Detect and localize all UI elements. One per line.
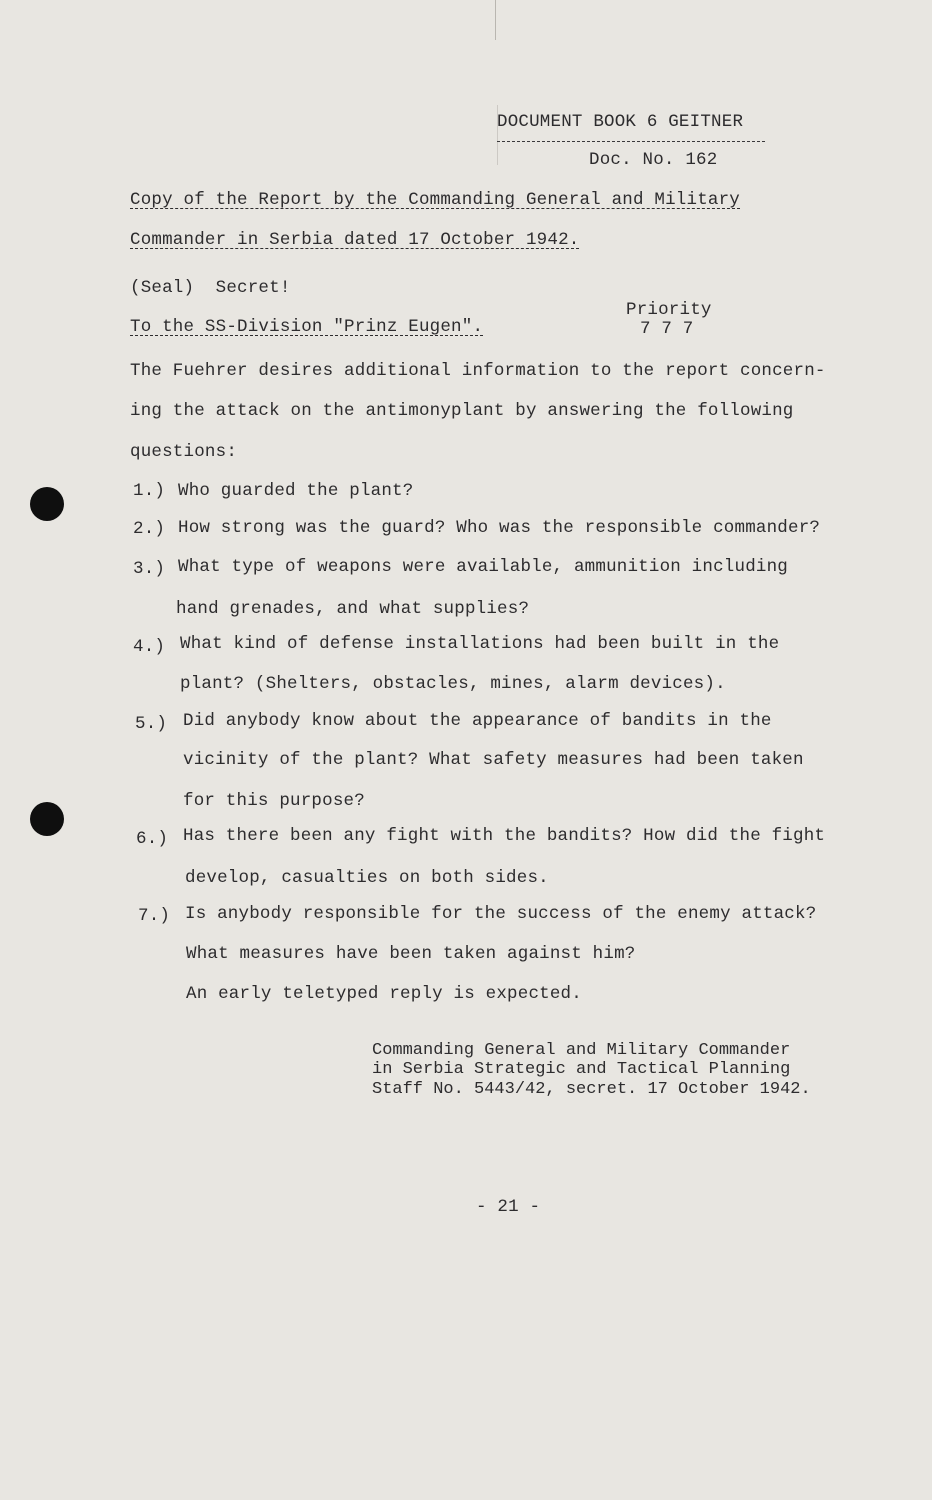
signature-line-1: Commanding General and Military Commander xyxy=(372,1041,791,1060)
page-number: - 21 - xyxy=(476,1197,541,1217)
priority-value: 7 7 7 xyxy=(640,319,694,339)
question-number: 5.) xyxy=(135,714,168,734)
question-text: vicinity of the plant? What safety measures had been taken xyxy=(183,750,804,770)
question-number: 2.) xyxy=(133,519,166,539)
seal-secret-line: (Seal) Secret! xyxy=(130,278,291,298)
question-text: What measures have been taken against him? xyxy=(186,944,636,964)
question-text: What kind of defense installations had been built in the xyxy=(180,634,780,654)
question-text: Who guarded the plant? xyxy=(178,481,414,501)
question-number: 6.) xyxy=(136,829,169,849)
question-number: 3.) xyxy=(133,559,166,579)
signature-line-2: in Serbia Strategic and Tactical Planning xyxy=(372,1060,791,1079)
closing-line: An early teletyped reply is expected. xyxy=(186,984,582,1004)
punch-hole-bottom xyxy=(30,802,64,836)
addressee: To the SS-Division "Prinz Eugen". xyxy=(130,317,484,337)
question-number: 4.) xyxy=(133,637,166,657)
question-text: How strong was the guard? Who was the responsible commander? xyxy=(178,518,821,538)
question-number: 1.) xyxy=(133,481,166,501)
question-number: 7.) xyxy=(138,906,171,926)
document-book-label: DOCUMENT BOOK 6 GEITNER xyxy=(497,112,744,132)
priority-label: Priority xyxy=(626,300,712,320)
question-text: hand grenades, and what supplies? xyxy=(176,599,530,619)
question-text: What type of weapons were available, ammunition including xyxy=(178,557,788,577)
paper-mark xyxy=(495,0,496,40)
question-text: Did anybody know about the appearance of bandits in the xyxy=(183,711,772,731)
question-text: plant? (Shelters, obstacles, mines, alarm devices). xyxy=(180,674,726,694)
document-number: Doc. No. 162 xyxy=(589,150,718,170)
intro-line-1: The Fuehrer desires additional information to the report concern- xyxy=(130,361,826,381)
intro-line-3: questions: xyxy=(130,442,238,462)
signature-line-3: Staff No. 5443/42, secret. 17 October 1942. xyxy=(372,1080,811,1099)
title-line-1: Copy of the Report by the Commanding General and Military xyxy=(130,190,740,210)
intro-line-2: ing the attack on the antimonyplant by answering the following xyxy=(130,401,794,421)
question-text: for this purpose? xyxy=(183,791,365,811)
question-text: Has there been any fight with the bandits? How did the fight xyxy=(183,826,826,846)
punch-hole-top xyxy=(30,487,64,521)
title-line-2: Commander in Serbia dated 17 October 1942. xyxy=(130,230,580,250)
question-text: Is anybody responsible for the success of the enemy attack? xyxy=(185,904,817,924)
question-text: develop, casualties on both sides. xyxy=(185,868,549,888)
header-rule xyxy=(497,141,765,142)
